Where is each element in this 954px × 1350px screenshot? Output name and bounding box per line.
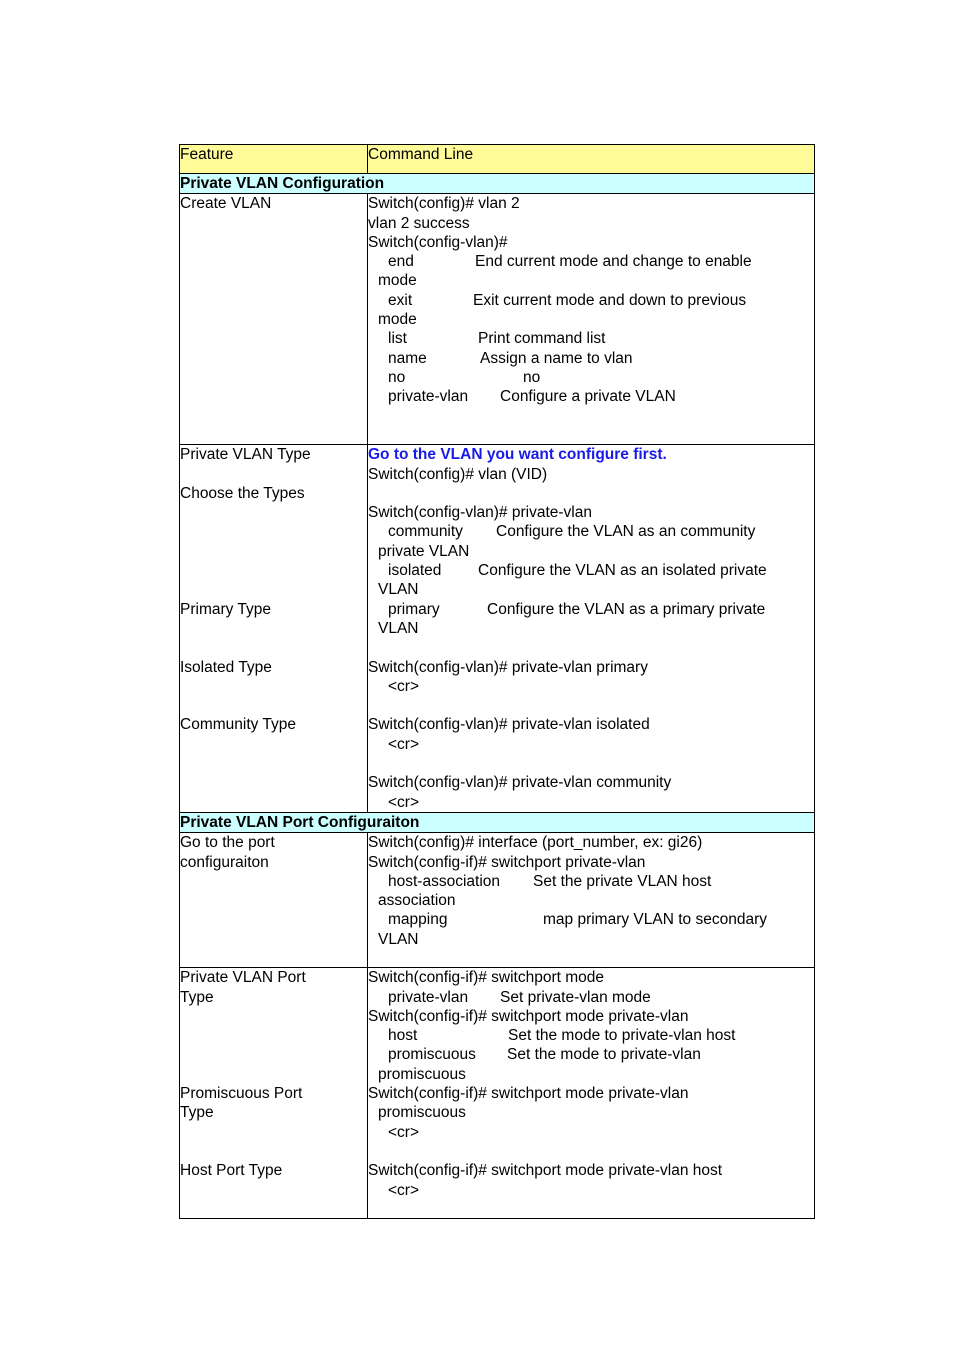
feature-isolated-type: Isolated Type bbox=[180, 658, 272, 676]
feature-community-type: Community Type bbox=[180, 716, 297, 734]
feature-host-port-type: Host Port Type bbox=[180, 1162, 283, 1180]
feature-promiscuous-port-type-wrap: Type bbox=[180, 1104, 214, 1122]
option-wrap: mode bbox=[378, 272, 417, 290]
option-wrap: promiscuous bbox=[378, 1065, 466, 1083]
cmd-line-wrap: promiscuous bbox=[378, 1104, 466, 1122]
cmd-line: vlan 2 success bbox=[368, 214, 470, 232]
feature-cell bbox=[180, 968, 368, 1219]
cmd-line: Switch(config-vlan)# private-vlan community bbox=[368, 774, 672, 792]
feature-private-vlan-port-type-wrap: Type bbox=[180, 988, 214, 1006]
command-cell bbox=[368, 968, 815, 1219]
feature-go-to-port-wrap: configuraiton bbox=[180, 853, 269, 871]
option-wrap: association bbox=[378, 892, 456, 910]
option-end: end End current mode and change to enable bbox=[388, 253, 752, 271]
cmd-line: Switch(config)# vlan (VID) bbox=[368, 465, 548, 483]
cmd-line: Switch(config-if)# switchport private-vlan bbox=[368, 853, 646, 871]
cmd-line: Switch(config-vlan)# private-vlan primary bbox=[368, 658, 648, 676]
cr-token: <cr> bbox=[388, 1123, 420, 1141]
option-isolated: isolated Configure the VLAN as an isolated private bbox=[388, 562, 767, 580]
cr-token: <cr> bbox=[388, 735, 420, 753]
section-row bbox=[180, 812, 815, 832]
option-private-vlan: private-vlan Set private-vlan mode bbox=[388, 988, 651, 1006]
table-row bbox=[180, 194, 815, 445]
feature-private-vlan-type: Private VLAN Type bbox=[180, 446, 311, 464]
feature-private-vlan-port-type: Private VLAN Port bbox=[180, 969, 306, 987]
table-header-row bbox=[180, 145, 815, 174]
option-wrap: VLAN bbox=[378, 930, 419, 948]
feature-promiscuous-port-type: Promiscuous Port bbox=[180, 1085, 303, 1103]
table-row bbox=[180, 968, 815, 1219]
option-primary: primary Configure the VLAN as a primary private bbox=[388, 600, 766, 618]
option-wrap: private VLAN bbox=[378, 542, 470, 560]
feature-cell bbox=[180, 194, 368, 445]
note-text: Go to the VLAN you want configure first. bbox=[368, 446, 667, 464]
cr-token: <cr> bbox=[388, 1181, 420, 1199]
option-host-association: host-association Set the private VLAN host bbox=[388, 872, 712, 890]
cmd-line: Switch(config-if)# switchport mode private-vlan bbox=[368, 1085, 689, 1103]
option-list: list Print command list bbox=[388, 330, 606, 348]
option-mapping: mapping map primary VLAN to secondary bbox=[388, 911, 767, 929]
feature-primary-type: Primary Type bbox=[180, 600, 272, 618]
table-row bbox=[180, 833, 815, 968]
cr-token: <cr> bbox=[388, 793, 420, 811]
cmd-line: Switch(config-vlan)# private-vlan isolated bbox=[368, 716, 650, 734]
cmd-line: Switch(config-if)# switchport mode bbox=[368, 969, 605, 987]
command-cell bbox=[368, 833, 815, 968]
option-private-vlan: private-vlan Configure a private VLAN bbox=[388, 388, 676, 406]
feature-choose-types: Choose the Types bbox=[180, 484, 305, 502]
option-wrap: VLAN bbox=[378, 581, 419, 599]
cmd-line: Switch(config-if)# switchport mode private-vlan bbox=[368, 1007, 689, 1025]
cmd-line: Switch(config-vlan)# bbox=[368, 233, 508, 251]
option-exit: exit Exit current mode and down to previous bbox=[388, 291, 747, 309]
option-wrap: mode bbox=[378, 311, 417, 329]
table-row bbox=[180, 445, 815, 813]
feature-go-to-port: Go to the port bbox=[180, 834, 275, 852]
command-reference-table bbox=[179, 144, 815, 1219]
cmd-line: Switch(config)# vlan 2 bbox=[368, 195, 520, 213]
option-wrap: VLAN bbox=[378, 619, 419, 637]
option-no: no no bbox=[388, 368, 541, 386]
command-cell bbox=[368, 194, 815, 445]
section-private-vlan-configuration: Private VLAN Configuration bbox=[180, 174, 815, 194]
cmd-line: Switch(config-if)# switchport mode private-vlan host bbox=[368, 1162, 723, 1180]
option-name: name Assign a name to vlan bbox=[388, 349, 633, 367]
section-row bbox=[180, 174, 815, 194]
cmd-line: Switch(config-vlan)# private-vlan bbox=[368, 504, 592, 522]
option-promiscuous: promiscuous Set the mode to private-vlan bbox=[388, 1046, 701, 1064]
feature-create-vlan: Create VLAN bbox=[180, 195, 272, 213]
option-host: host Set the mode to private-vlan host bbox=[388, 1027, 736, 1045]
cmd-line: Switch(config)# interface (port_number, ex: gi26) bbox=[368, 834, 703, 852]
command-cell bbox=[368, 445, 815, 813]
header-feature: Feature bbox=[180, 145, 368, 174]
feature-cell bbox=[180, 445, 368, 813]
header-command-line: Command Line bbox=[368, 145, 815, 174]
feature-cell bbox=[180, 833, 368, 968]
option-community: community Configure the VLAN as an community bbox=[388, 523, 756, 541]
section-private-vlan-port-configuration: Private VLAN Port Configuraiton bbox=[180, 812, 815, 832]
cr-token: <cr> bbox=[388, 677, 420, 695]
